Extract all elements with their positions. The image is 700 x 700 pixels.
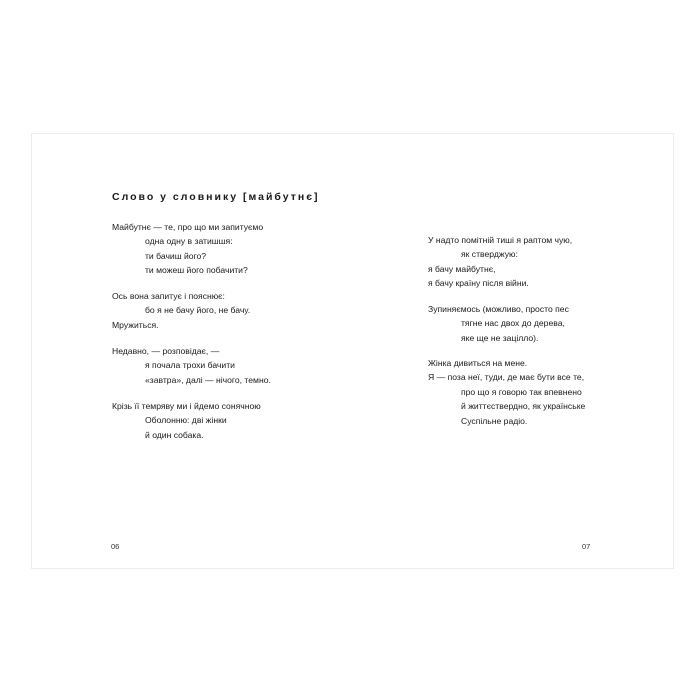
stanza [428, 356, 585, 428]
poem-line: бо я не бачу його, не бачу. [145, 305, 251, 316]
poem-line: У надто помітній тиші я раптом чую, [428, 235, 573, 245]
poem-line: я бачу майбутнє, [428, 263, 496, 274]
stanza [112, 220, 263, 278]
poem-line: Майбутнє — те, про що ми запитуємо [112, 222, 264, 232]
poem-line: тягне нас двох до дерева, [461, 318, 565, 329]
poem-line: я бачу країну після війни. [428, 278, 529, 289]
book-spread [31, 133, 674, 569]
poem-line: Крізь її темряву ми і йдемо сонячною [112, 401, 261, 411]
poem-line: як стверджую: [461, 249, 518, 260]
poem-line: Недавно, — розповідає, — [112, 346, 220, 356]
poem-line: Я — поза неї, туди, де має бути все те, [428, 372, 585, 383]
stanza [112, 344, 271, 387]
right-page [352, 134, 672, 568]
poem-line: й життєствердно, як українське [461, 401, 586, 412]
left-page [32, 134, 352, 568]
poem-line: ти бачиш його? [145, 250, 207, 261]
stanza [112, 399, 261, 442]
stanza [112, 289, 250, 332]
stanza [428, 302, 569, 345]
page-number: 06 [111, 542, 120, 551]
poem-line: Оболонню: дві жінки [145, 415, 227, 426]
poem-line: Мружиться. [112, 319, 159, 330]
page-number: 07 [582, 542, 591, 551]
poem-line: Ось вона запитує і пояснює: [112, 291, 225, 301]
poem-line: «завтра», далі — нічого, темно. [145, 374, 271, 385]
poem-line: й один собака. [145, 429, 204, 440]
poem-line: Жінка дивиться на мене. [428, 358, 528, 368]
poem-line: про що я говорю так впевнено [461, 386, 582, 397]
poem-line: Зупиняємось (можливо, просто пес [428, 304, 569, 314]
poem-line: Суспільне радіо. [461, 415, 528, 426]
poem-line: ти можеш його побачити? [145, 265, 248, 276]
poem-line: яке ще не зацілло). [461, 332, 539, 343]
poem-line: одна одну в затишшя: [145, 236, 233, 247]
stanza [428, 233, 572, 291]
poem-line: я почала трохи бачити [145, 360, 235, 371]
poem-title: Слово у словнику [майбутнє] [112, 191, 320, 203]
